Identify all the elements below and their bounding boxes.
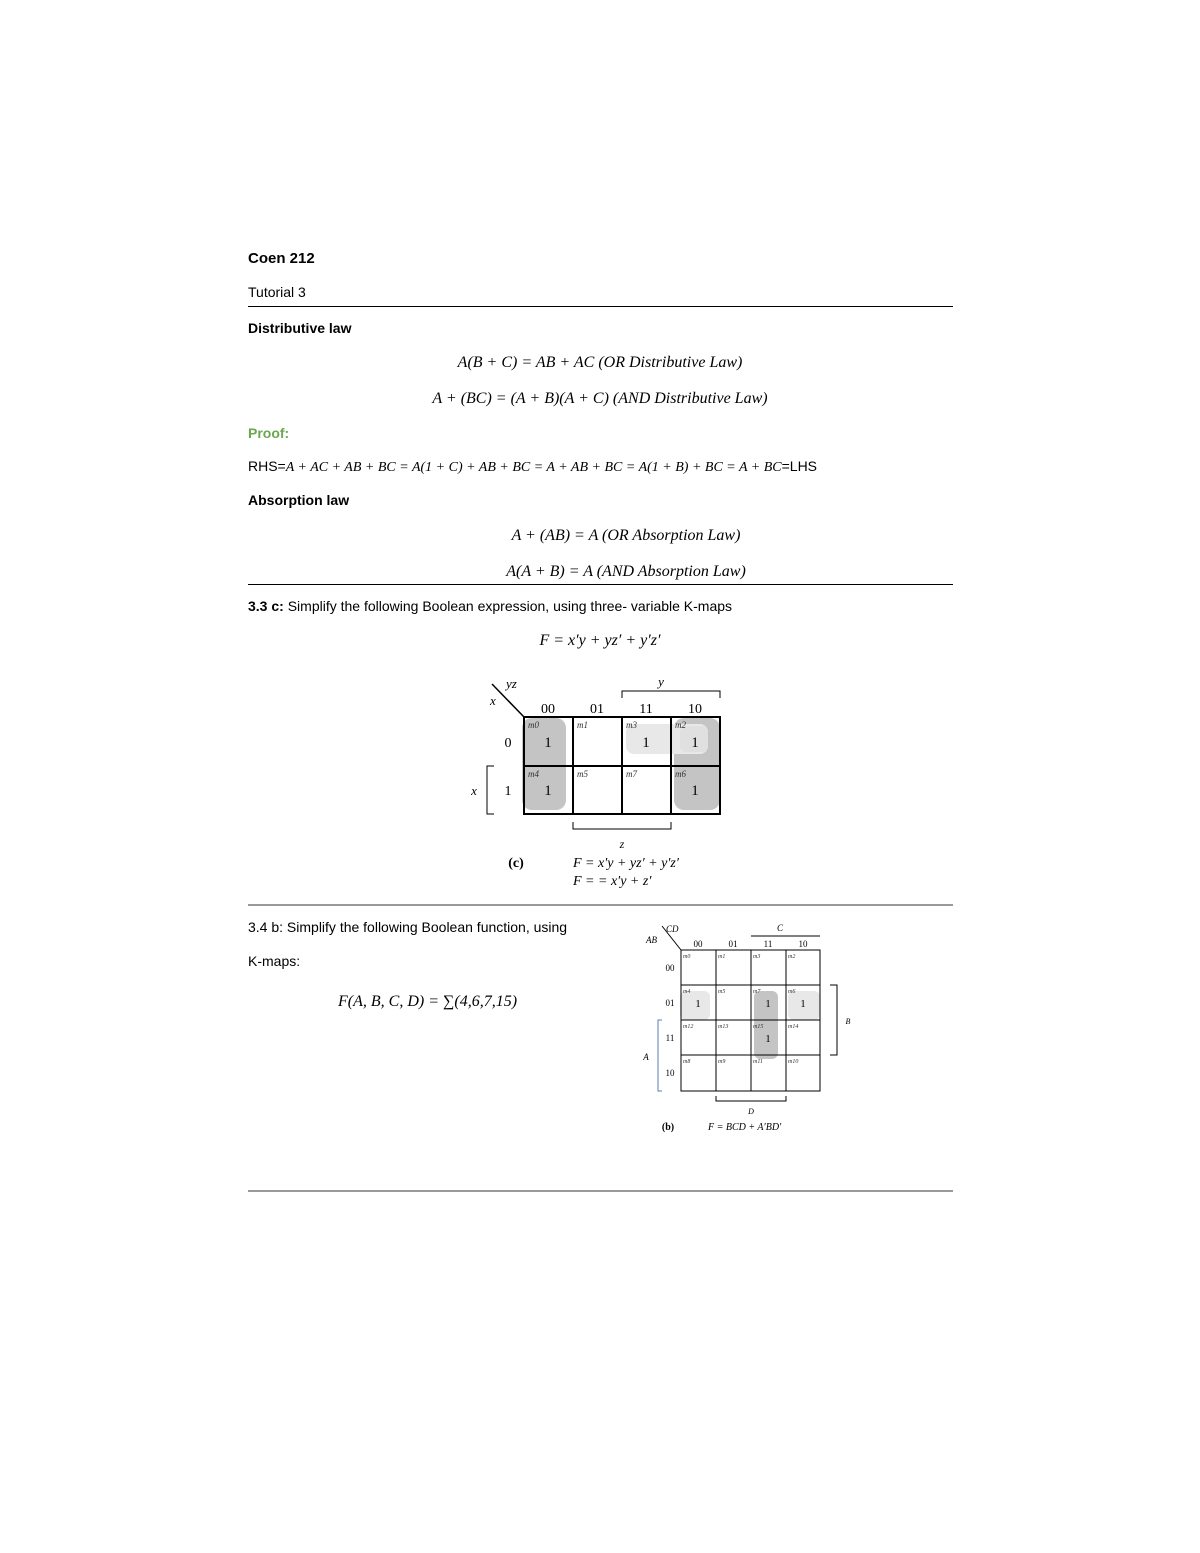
minterm-label: m7 bbox=[626, 769, 637, 779]
kmap-3-variable bbox=[440, 670, 760, 895]
minterm-label: m2 bbox=[788, 954, 796, 960]
absorption-eq-or: A + (AB) = A (OR Absorption Law) bbox=[511, 527, 741, 544]
minterm-label: m2 bbox=[675, 720, 686, 730]
kmap-row-header: 11 bbox=[665, 1033, 675, 1043]
kmap-cell-value: 1 bbox=[544, 735, 552, 751]
kmap-caption: (c) bbox=[508, 856, 524, 871]
kmap-col-header: 01 bbox=[590, 702, 604, 717]
minterm-label: m6 bbox=[675, 769, 686, 779]
minterm-label: m11 bbox=[753, 1059, 763, 1065]
divider bbox=[248, 1190, 953, 1192]
kmap-row-header: 10 bbox=[665, 1068, 675, 1078]
minterm-label: m1 bbox=[577, 720, 588, 730]
expression-f: F = x′y + yz′ + y′z′ bbox=[539, 632, 661, 649]
kmap-col-header: 01 bbox=[728, 939, 738, 949]
kmap-corner-col-label: yz bbox=[506, 676, 517, 691]
divider bbox=[248, 584, 953, 585]
kmap-col-header: 11 bbox=[639, 702, 653, 717]
kmap-result-2: F = = x′y + z′ bbox=[573, 874, 652, 889]
minterm-label: m4 bbox=[528, 769, 539, 779]
kmap-right-variable: B bbox=[845, 1017, 851, 1026]
minterm-label: m3 bbox=[753, 954, 761, 960]
divider bbox=[248, 904, 953, 906]
divider bbox=[248, 306, 953, 307]
kmap-row-header: 1 bbox=[504, 784, 512, 799]
question-3-4-b-line1: 3.4 b: Simplify the following Boolean function, using bbox=[248, 919, 568, 935]
kmap-cell-value: 1 bbox=[800, 998, 806, 1010]
kmap-top-variable: C bbox=[776, 923, 784, 933]
kmap-bottom-variable: D bbox=[748, 1107, 754, 1116]
kmap-col-header: 00 bbox=[541, 702, 555, 717]
kmap-cell-value: 1 bbox=[544, 783, 552, 799]
minterm-label: m0 bbox=[528, 720, 539, 730]
kmap-bottom-variable: z bbox=[619, 837, 625, 851]
minterm-label: m6 bbox=[788, 989, 796, 995]
kmap-result-1: F = x′y + yz′ + y′z′ bbox=[573, 856, 679, 871]
question-label: 3.3 c: bbox=[248, 598, 284, 614]
kmap-col-header: 10 bbox=[798, 939, 808, 949]
minterm-label: m14 bbox=[788, 1024, 799, 1030]
kmap-4-variable bbox=[630, 918, 870, 1138]
question-3-4-b-line2: K-maps: bbox=[248, 953, 301, 969]
kmap-row-header: 0 bbox=[504, 736, 512, 751]
kmap-cell-value: 1 bbox=[765, 998, 771, 1010]
course-title: Coen 212 bbox=[248, 250, 315, 267]
kmap-side-variable: x bbox=[471, 783, 477, 798]
distributive-eq-and: A + (BC) = (A + B)(A + C) (AND Distributive Law) bbox=[432, 390, 768, 407]
proof-math: A + AC + AB + BC = A(1 + C) + AB + BC = A + AB + BC = A(1 + B) + BC = A + BC bbox=[285, 460, 782, 475]
minterm-label: m5 bbox=[577, 769, 588, 779]
kmap-cell-value: 1 bbox=[695, 998, 701, 1010]
question-text: Simplify the following Boolean expression, using three- variable K-maps bbox=[283, 598, 733, 614]
function-f-abcd: F(A, B, C, D) = ∑(4,6,7,15) bbox=[338, 993, 518, 1010]
kmap-top-variable: y bbox=[658, 674, 664, 689]
minterm-label: m9 bbox=[718, 1059, 726, 1065]
kmap-row-header: 00 bbox=[665, 963, 675, 973]
kmap-result: F = BCD + A′BD′ bbox=[708, 1122, 782, 1133]
proof-label: Proof: bbox=[248, 425, 290, 441]
minterm-label: m0 bbox=[683, 954, 691, 960]
kmap-cell-value: 1 bbox=[691, 783, 699, 799]
minterm-label: m5 bbox=[718, 989, 726, 995]
kmap-corner-row-label: x bbox=[490, 693, 496, 708]
minterm-label: m13 bbox=[718, 1024, 729, 1030]
proof-prefix: RHS= bbox=[248, 458, 286, 474]
tutorial-label: Tutorial 3 bbox=[248, 284, 306, 300]
kmap-col-header: 10 bbox=[688, 702, 702, 717]
minterm-label: m3 bbox=[626, 720, 637, 730]
kmap-left-variable: A bbox=[643, 1052, 649, 1062]
absorption-eq-and: A(A + B) = A (AND Absorption Law) bbox=[506, 563, 746, 580]
minterm-label: m4 bbox=[683, 989, 691, 995]
proof-suffix: =LHS bbox=[781, 458, 818, 474]
distributive-eq-or: A(B + C) = AB + AC (OR Distributive Law) bbox=[457, 354, 743, 371]
kmap-cell-value: 1 bbox=[642, 735, 650, 751]
kmap-corner-row-label: AB bbox=[646, 935, 657, 945]
kmap-col-header: 00 bbox=[693, 939, 703, 949]
kmap-cell-value: 1 bbox=[691, 735, 699, 751]
question-3-3-c bbox=[248, 598, 732, 614]
distributive-heading: Distributive law bbox=[248, 320, 352, 336]
minterm-label: m10 bbox=[788, 1059, 799, 1065]
kmap-cell-value: 1 bbox=[765, 1033, 771, 1045]
kmap-row-header: 01 bbox=[665, 998, 675, 1008]
proof-line bbox=[248, 458, 817, 476]
kmap-corner-col-label: CD bbox=[666, 924, 679, 934]
minterm-label: m15 bbox=[753, 1024, 764, 1030]
kmap-caption: (b) bbox=[661, 1122, 675, 1133]
absorption-heading: Absorption law bbox=[248, 492, 350, 508]
minterm-label: m1 bbox=[718, 954, 726, 960]
minterm-label: m7 bbox=[753, 989, 761, 995]
minterm-label: m8 bbox=[683, 1059, 691, 1065]
minterm-label: m12 bbox=[683, 1024, 694, 1030]
kmap-col-header: 11 bbox=[763, 939, 773, 949]
